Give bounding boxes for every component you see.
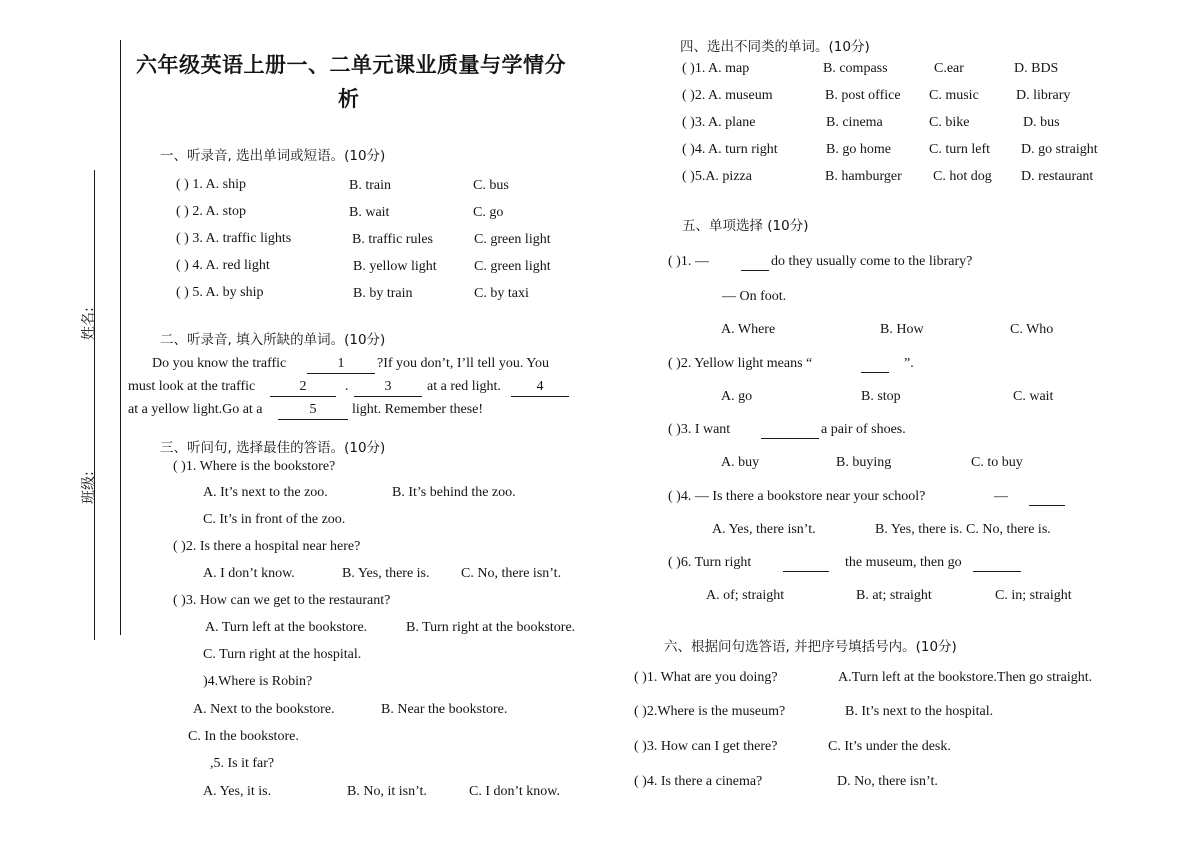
s3-q4-c: C. In the bookstore. xyxy=(188,729,299,744)
s4-q3-c: C. bike xyxy=(929,115,970,130)
s5-q6-blank2 xyxy=(973,554,1021,572)
s3-q3-c: C. Turn right at the hospital. xyxy=(203,647,362,662)
s5-q3: ( )3. I want xyxy=(668,422,731,437)
s2-line2-a: must look at the traffic xyxy=(128,379,256,394)
s5-q2: ( )2. Yellow light means “ xyxy=(668,356,813,371)
s5-q6-b: B. at; straight xyxy=(856,588,932,603)
s4-q2-b: B. post office xyxy=(825,88,901,103)
section-5-heading: 五、单项选择 (10分) xyxy=(682,218,809,234)
s4-q4: ( )4. A. turn right xyxy=(682,142,778,157)
s2-line3-b: light. Remember these! xyxy=(352,402,484,417)
s3-q3-b: B. Turn right at the bookstore. xyxy=(406,620,576,635)
s4-q2-c: C. music xyxy=(929,88,979,103)
s4-q5-c: C. hot dog xyxy=(933,169,992,184)
binding-line-outer xyxy=(94,170,95,640)
s5-q3-rest: a pair of shoes. xyxy=(821,422,906,437)
s3-q5: ,5. Is it far? xyxy=(210,756,275,771)
s5-q2-b: B. stop xyxy=(861,389,901,404)
s1-q3: ( ) 3. A. traffic lights xyxy=(176,231,292,246)
s6-a2: B. It’s next to the hospital. xyxy=(845,704,994,719)
s6-q4: ( )4. Is there a cinema? xyxy=(634,774,763,789)
blank-3: 3 xyxy=(354,378,422,397)
s1-q1: ( ) 1. A. ship xyxy=(176,177,246,192)
s5-q1-rest: do they usually come to the library? xyxy=(771,254,973,269)
s5-q1-blank xyxy=(741,253,769,271)
s1-q5-b: B. by train xyxy=(353,286,413,301)
s5-q1-b: B. How xyxy=(880,322,924,337)
s5-q6-c: C. in; straight xyxy=(995,588,1072,603)
s1-q2: ( ) 2. A. stop xyxy=(176,204,246,219)
s5-q4-a: A. Yes, there isn’t. xyxy=(712,522,816,537)
s1-q4-b: B. yellow light xyxy=(353,259,437,274)
s4-q3-d: D. bus xyxy=(1023,115,1060,130)
s4-q4-d: D. go straight xyxy=(1021,142,1098,157)
s5-q4-dash: — xyxy=(994,489,1008,504)
s3-q3: ( )3. How can we get to the restaurant? xyxy=(173,593,391,608)
binding-line-inner xyxy=(120,40,121,635)
s1-q2-c: C. go xyxy=(473,205,504,220)
s5-q3-a: A. buy xyxy=(721,455,760,470)
s1-q5: ( ) 5. A. by ship xyxy=(176,285,264,300)
s6-a4: D. No, there isn’t. xyxy=(837,774,938,789)
name-label: 姓名: xyxy=(81,307,97,340)
s1-q1-b: B. train xyxy=(349,178,391,193)
s6-a1: A.Turn left at the bookstore.Then go straight. xyxy=(838,670,1093,685)
blank-4: 4 xyxy=(511,378,569,397)
s2-line2-b: at a red light. xyxy=(427,379,501,394)
s6-q2: ( )2.Where is the museum? xyxy=(634,704,786,719)
s3-q3-a: A. Turn left at the bookstore. xyxy=(205,620,368,635)
s4-q1-c: C.ear xyxy=(934,61,964,76)
s1-q3-c: C. green light xyxy=(474,232,551,247)
s2-line3-a: at a yellow light.Go at a xyxy=(128,402,263,417)
s4-q2-d: D. library xyxy=(1016,88,1071,103)
s4-q3-b: B. cinema xyxy=(826,115,883,130)
class-label: 班级: xyxy=(81,471,97,504)
s4-q1-d: D. BDS xyxy=(1014,61,1059,76)
s5-q6-rest: the museum, then go xyxy=(845,555,962,570)
s5-q4-blank xyxy=(1029,488,1065,506)
s4-q1-b: B. compass xyxy=(823,61,888,76)
section-4-heading: 四、选出不同类的单词。(10分) xyxy=(680,39,870,55)
s3-q2-a: A. I don’t know. xyxy=(203,566,295,581)
s4-q4-b: B. go home xyxy=(826,142,891,157)
s4-q3: ( )3. A. plane xyxy=(682,115,756,130)
s4-q1: ( )1. A. map xyxy=(682,61,750,76)
s1-q2-b: B. wait xyxy=(349,205,390,220)
s4-q2: ( )2. A. museum xyxy=(682,88,773,103)
s5-q2-end: ”. xyxy=(904,356,914,371)
s5-q4-b: B. Yes, there is. C. No, there is. xyxy=(875,522,1051,537)
s3-q4-b: B. Near the bookstore. xyxy=(381,702,508,717)
s5-q2-a: A. go xyxy=(721,389,753,404)
s5-q3-c: C. to buy xyxy=(971,455,1023,470)
s5-q3-b: B. buying xyxy=(836,455,892,470)
section-1-heading: 一、听录音, 选出单词或短语。(10分) xyxy=(160,148,386,164)
s2-line2-dot: . xyxy=(345,379,349,394)
s5-q3-blank xyxy=(761,421,819,439)
s4-q5-b: B. hamburger xyxy=(825,169,902,184)
s6-q1: ( )1. What are you doing? xyxy=(634,670,778,685)
s3-q5-a: A. Yes, it is. xyxy=(203,784,272,799)
s5-q6: ( )6. Turn right xyxy=(668,555,752,570)
s6-q3: ( )3. How can I get there? xyxy=(634,739,778,754)
s3-q2-c: C. No, there isn’t. xyxy=(461,566,562,581)
s1-q4-c: C. green light xyxy=(474,259,551,274)
s1-q4: ( ) 4. A. red light xyxy=(176,258,270,273)
s2-line1-b: ?If you don’t, I’ll tell you. You xyxy=(377,356,550,371)
section-6-heading: 六、根据问句选答语, 并把序号填括号内。(10分) xyxy=(664,639,957,655)
s3-q2: ( )2. Is there a hospital near here? xyxy=(173,539,361,554)
s3-q5-b: B. No, it isn’t. xyxy=(347,784,427,799)
s5-q6-a: A. of; straight xyxy=(706,588,785,603)
s3-q1-b: B. It’s behind the zoo. xyxy=(392,485,516,500)
blank-1: 1 xyxy=(307,355,375,374)
s3-q1-a: A. It’s next to the zoo. xyxy=(203,485,328,500)
s5-q1-c: C. Who xyxy=(1010,322,1054,337)
s3-q1: ( )1. Where is the bookstore? xyxy=(173,459,336,474)
s3-q5-c: C. I don’t know. xyxy=(469,784,560,799)
s5-q1: ( )1. — xyxy=(668,254,709,269)
s3-q4-a: A. Next to the bookstore. xyxy=(193,702,335,717)
blank-5: 5 xyxy=(278,401,348,420)
page-title-cont: 析 xyxy=(338,87,360,111)
s4-q4-c: C. turn left xyxy=(929,142,991,157)
section-2-heading: 二、听录音, 填入所缺的单词。(10分) xyxy=(160,332,386,348)
s5-q1-reply: — On foot. xyxy=(722,289,787,304)
s3-q1-c: C. It’s in front of the zoo. xyxy=(203,512,346,527)
s5-q6-blank1 xyxy=(783,554,829,572)
s4-q5-d: D. restaurant xyxy=(1021,169,1094,184)
s5-q2-c: C. wait xyxy=(1013,389,1054,404)
page-title: 六年级英语上册一、二单元课业质量与学情分 xyxy=(136,53,566,77)
s1-q1-c: C. bus xyxy=(473,178,509,193)
s3-q2-b: B. Yes, there is. xyxy=(342,566,430,581)
s5-q4: ( )4. — Is there a bookstore near your school? xyxy=(668,489,926,504)
s6-a3: C. It’s under the desk. xyxy=(828,739,951,754)
s1-q5-c: C. by taxi xyxy=(474,286,529,301)
s4-q5: ( )5.A. pizza xyxy=(682,169,752,184)
s3-q4: )4.Where is Robin? xyxy=(203,674,313,689)
blank-2: 2 xyxy=(270,378,336,397)
s5-q1-a: A. Where xyxy=(721,322,776,337)
s5-q2-blank xyxy=(861,355,889,373)
s2-line1-a: Do you know the traffic xyxy=(152,356,287,371)
section-3-heading: 三、听问句, 选择最佳的答语。(10分) xyxy=(160,440,386,456)
s1-q3-b: B. traffic rules xyxy=(352,232,433,247)
